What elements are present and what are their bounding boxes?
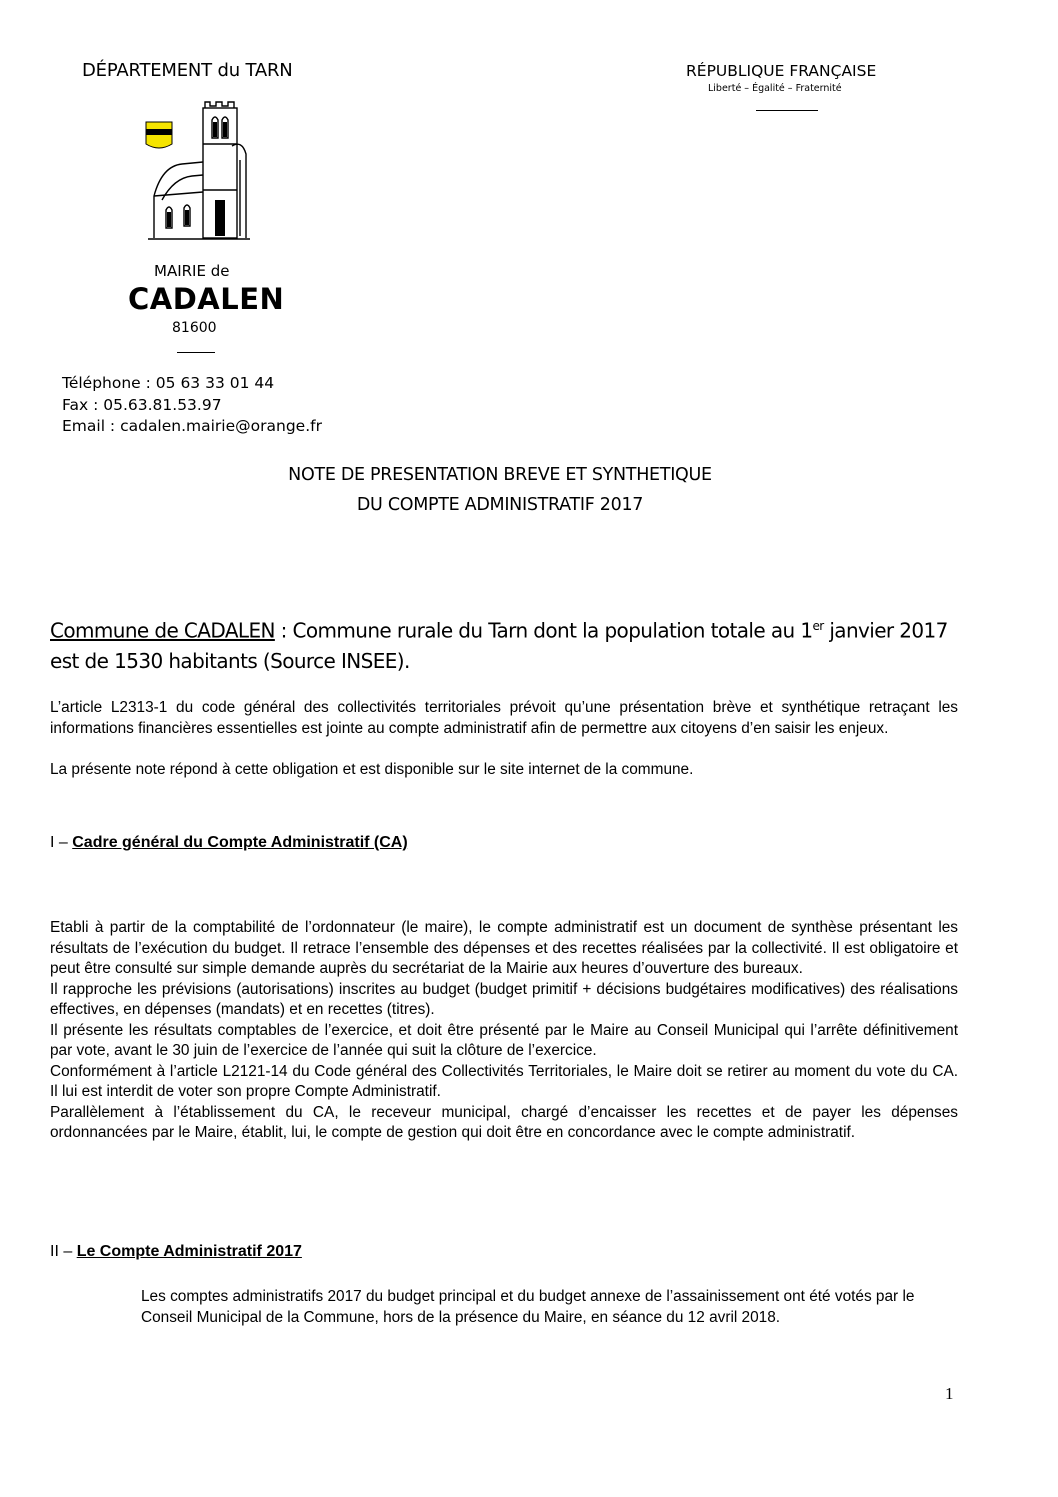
mairie-divider [177, 352, 215, 353]
section-1-line: Il rapproche les prévisions (autorisations) inscrites au budget (budget primitif + décisions budgétaires modificatives) des réalisations effectives, en dépenses (mandats) et en recettes (titres). [50, 980, 958, 1018]
page-number: 1 [945, 1384, 954, 1403]
header-divider [756, 110, 818, 111]
document-title-line1: NOTE DE PRESENTATION BREVE ET SYNTHETIQUE [288, 465, 712, 485]
section-1-body [50, 918, 958, 1144]
section-2-prefix: II – [50, 1243, 77, 1260]
section-1-line: Etabli à partir de la comptabilité de l’ordonnateur (le maire), le compte administratif est un document de synthèse présentant les résultats de l’exécution du budget. Il retrace l’ensemble des dépenses et des recettes réalisées par la collectivité. Il est obligatoire et peut être consulté sur simple demande auprès du secrétariat de la Mairie aux heures d’ouverture des bureaux. [50, 919, 958, 977]
intro-text-a: : Commune rurale du Tarn dont la population totale au 1 [274, 618, 813, 643]
section-1-title: Cadre général du Compte Administratif (CA) [72, 834, 408, 851]
paragraph-article: L’article L2313-1 du code général des collectivités territoriales prévoit qu’une présentation brève et synthétique retraçant les informations financières essentielles est jointe au compte administratif afin de permettre aux citoyens d’en saisir les enjeux. [50, 699, 958, 737]
email: Email : cadalen.mairie@orange.fr [62, 417, 322, 435]
church-tower-logo [142, 100, 252, 253]
section-2-title: Le Compte Administratif 2017 [76, 1243, 302, 1260]
commune-label: Commune de CADALEN [50, 618, 275, 643]
department-name: DÉPARTEMENT du TARN [82, 60, 293, 81]
postcode: 81600 [172, 320, 217, 336]
section-1-line: Conformément à l’article L2121-14 du Code général des Collectivités Territoriales, le Maire doit se retirer au moment du vote du CA. Il lui est interdit de voter son propre Compte Administratif. [50, 1062, 958, 1100]
contact-block [62, 373, 322, 438]
intro-superscript: er [812, 619, 824, 633]
section-1-prefix: I – [50, 834, 73, 851]
section-1-line: Parallèlement à l’établissement du CA, le receveur municipal, chargé d’encaisser les recettes et de payer les dépenses ordonnancées par le Maire, établit, lui, le compte de gestion qui doit être en concordance avec le compte administratif. [50, 1103, 958, 1141]
intro-text-b: janvier 2017 est de 1530 habitants (Source INSEE). [50, 618, 948, 673]
republic-name: RÉPUBLIQUE FRANÇAISE [686, 62, 877, 80]
section-2-body: Les comptes administratifs 2017 du budget principal et du budget annexe de l’assainissement ont été votés par le Conseil Municipal de la Commune, hors de la présence du Maire, en séance du 12 avril 2018. [141, 1288, 915, 1326]
commune-name: CADALEN [128, 282, 285, 316]
paragraph-obligation: La présente note répond à cette obligation et est disponible sur le site internet de la commune. [50, 761, 694, 778]
fax: Fax : 05.63.81.53.97 [62, 395, 222, 414]
document-title-line2: DU COMPTE ADMINISTRATIF 2017 [356, 495, 644, 515]
mairie-label: MAIRIE de [154, 262, 230, 280]
section-2-heading [50, 1243, 302, 1261]
section-1-line: Il présente les résultats comptables de l’exercice, et doit être présenté par le Maire au Conseil Municipal qui l’arrête définitivement par vote, avant le 30 juin de l’exercice de l’année qui suit la clôture de l’exercice. [50, 1021, 958, 1059]
coat-of-arms-icon [146, 122, 172, 148]
telephone: Téléphone : 05 63 33 01 44 [62, 374, 275, 392]
commune-intro [50, 611, 950, 676]
section-1-heading [50, 834, 408, 852]
republic-motto: Liberté – Égalité – Fraternité [708, 83, 842, 94]
